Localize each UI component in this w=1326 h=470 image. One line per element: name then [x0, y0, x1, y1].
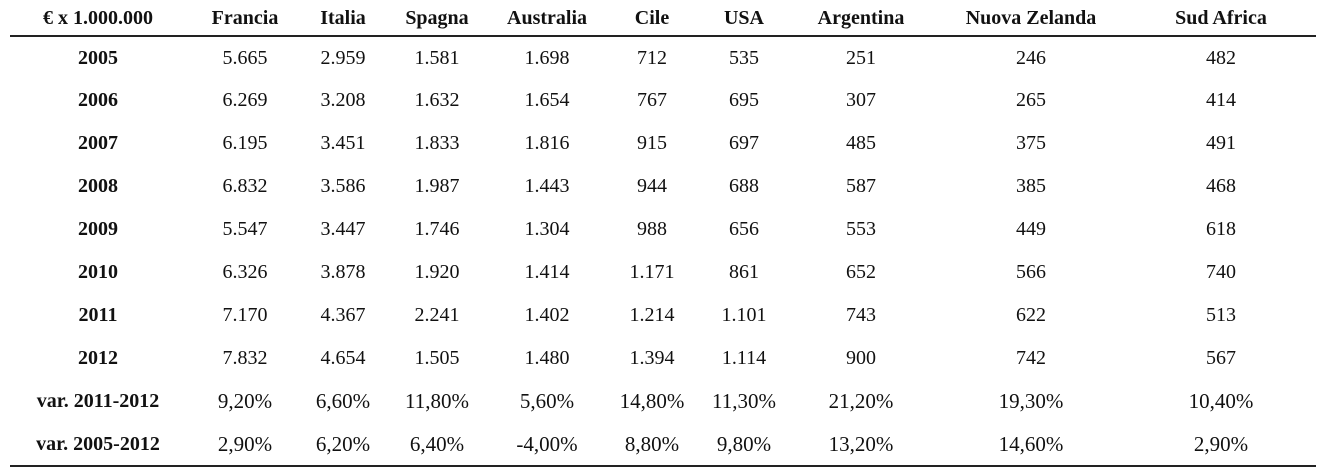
table-cell: 414	[1206, 89, 1236, 111]
table-row	[10, 251, 1316, 294]
table-cell: 535	[729, 46, 759, 69]
table-row	[10, 380, 1316, 423]
table-body	[10, 36, 1316, 466]
table-cell: 767	[637, 89, 667, 111]
table-cell: 1.632	[414, 89, 460, 111]
table-cell: 1.698	[524, 46, 570, 69]
table-cell: 7.832	[222, 347, 268, 369]
table-cell: 5,60%	[519, 389, 575, 413]
table-cell: 1.480	[524, 347, 570, 369]
table-cell: 11,30%	[712, 389, 776, 413]
table-cell: 656	[729, 218, 759, 240]
table-cell: 375	[1016, 132, 1046, 154]
row-label: var. 2005-2012	[10, 423, 186, 466]
table-cell: 2,90%	[1126, 423, 1316, 466]
table-cell: 1.746	[414, 218, 460, 240]
table-cell: 3.208	[320, 89, 366, 111]
table-cell: 2,90%	[186, 423, 304, 466]
table-cell: 944	[637, 175, 667, 197]
table-cell: 19,30%	[998, 389, 1064, 413]
table-cell: 6,40%	[382, 423, 492, 466]
table-cell: 742	[1016, 347, 1046, 369]
table-cell: 1.171	[629, 261, 675, 283]
table-cell: 3.447	[320, 218, 366, 240]
table-cell: 482	[1206, 46, 1236, 69]
table-cell: 4.654	[320, 347, 366, 369]
table-cell: 3.451	[320, 132, 366, 154]
table-row	[10, 294, 1316, 337]
table-cell: 385	[1016, 175, 1046, 197]
table-cell: 10,40%	[1188, 389, 1254, 413]
table-header-row	[10, 2, 1316, 36]
table-cell: 2.241	[414, 304, 460, 326]
column-header: Spagna	[382, 2, 492, 36]
table-cell: 5.665	[222, 46, 268, 69]
table-cell: 14,80%	[619, 389, 685, 413]
row-label: 2009	[78, 218, 118, 240]
table-row	[10, 165, 1316, 208]
row-label: 2008	[78, 175, 118, 197]
table-row	[10, 122, 1316, 165]
table-cell: 688	[729, 175, 759, 197]
column-header: Australia	[492, 2, 602, 36]
row-label: 2010	[78, 261, 118, 283]
table-cell: 1.214	[629, 304, 675, 326]
column-header: Sud Africa	[1126, 2, 1316, 36]
table-cell: 1.833	[414, 132, 460, 154]
table-row	[10, 208, 1316, 251]
table-cell: 618	[1206, 218, 1236, 240]
table-cell: 1.414	[524, 261, 570, 283]
table-cell: 712	[637, 46, 667, 69]
table-cell: 265	[1016, 89, 1046, 111]
table-cell: 3.878	[320, 261, 366, 283]
table-cell: 3.586	[320, 175, 366, 197]
table-cell: 1.505	[414, 347, 460, 369]
table-cell: 5.547	[222, 218, 268, 240]
row-label: 2005	[78, 46, 118, 69]
table-cell: 697	[729, 132, 759, 154]
table-cell: 740	[1206, 261, 1236, 283]
table-cell: 1.114	[721, 347, 767, 369]
table-cell: 449	[1016, 218, 1046, 240]
row-label: 2007	[78, 132, 118, 154]
table-cell: 11,80%	[405, 389, 469, 413]
wine-export-table	[10, 2, 1316, 467]
table-cell: 468	[1206, 175, 1236, 197]
table-cell: 900	[846, 347, 876, 369]
table-cell: 1.920	[414, 261, 460, 283]
column-header: Nuova Zelanda	[936, 2, 1126, 36]
table-cell: 652	[846, 261, 876, 283]
table-cell: -4,00%	[492, 423, 602, 466]
table-cell: 1.394	[629, 347, 675, 369]
table-cell: 1.987	[414, 175, 460, 197]
table-cell: 6.269	[222, 89, 268, 111]
row-label: 2006	[78, 89, 118, 111]
table-cell: 251	[846, 46, 876, 69]
table-cell: 1.816	[524, 132, 570, 154]
column-header: USA	[702, 2, 786, 36]
column-header: Argentina	[786, 2, 936, 36]
table-cell: 743	[846, 304, 876, 326]
table-cell: 553	[846, 218, 876, 240]
table-cell: 6,20%	[304, 423, 382, 466]
table-cell: 9,80%	[702, 423, 786, 466]
column-header: Francia	[186, 2, 304, 36]
table-cell: 491	[1206, 132, 1236, 154]
table-cell: 246	[1016, 46, 1046, 69]
row-label: 2012	[78, 347, 118, 369]
table-cell: 567	[1206, 347, 1236, 369]
table-cell: 1.443	[524, 175, 570, 197]
table-cell: 695	[729, 89, 759, 111]
table-cell: 915	[637, 132, 667, 154]
table-cell: 9,20%	[217, 389, 273, 413]
table-row	[10, 79, 1316, 122]
table-cell: 2.959	[320, 46, 366, 69]
table-cell: 4.367	[320, 304, 366, 326]
table-cell: 622	[1016, 304, 1046, 326]
table-cell: 513	[1206, 304, 1236, 326]
table-row	[10, 36, 1316, 79]
column-header: Italia	[304, 2, 382, 36]
row-label: var. 2011-2012	[36, 390, 160, 412]
table-cell: 861	[729, 261, 759, 283]
table-cell: 988	[637, 218, 667, 240]
table-cell: 1.101	[721, 304, 767, 326]
table-row	[10, 337, 1316, 380]
table-cell: 7.170	[222, 304, 268, 326]
table-cell: 6.832	[222, 175, 268, 197]
table-cell: 1.304	[524, 218, 570, 240]
table-cell: 8,80%	[602, 423, 702, 466]
table-cell: 6.195	[222, 132, 268, 154]
table-cell: 485	[846, 132, 876, 154]
table-cell: 13,20%	[786, 423, 936, 466]
column-header: Cile	[602, 2, 702, 36]
table-cell: 14,60%	[936, 423, 1126, 466]
table-cell: 587	[846, 175, 876, 197]
table-cell: 1.402	[524, 304, 570, 326]
header-unit-label: € x 1.000.000	[10, 2, 186, 36]
table-cell: 566	[1016, 261, 1046, 283]
row-label: 2011	[78, 304, 118, 326]
table-cell: 6,60%	[315, 389, 371, 413]
table-cell: 6.326	[222, 261, 268, 283]
table-cell: 21,20%	[828, 389, 894, 413]
table-row	[10, 423, 1316, 466]
table-cell: 307	[846, 89, 876, 111]
table-cell: 1.581	[414, 46, 460, 69]
table-cell: 1.654	[524, 89, 570, 111]
